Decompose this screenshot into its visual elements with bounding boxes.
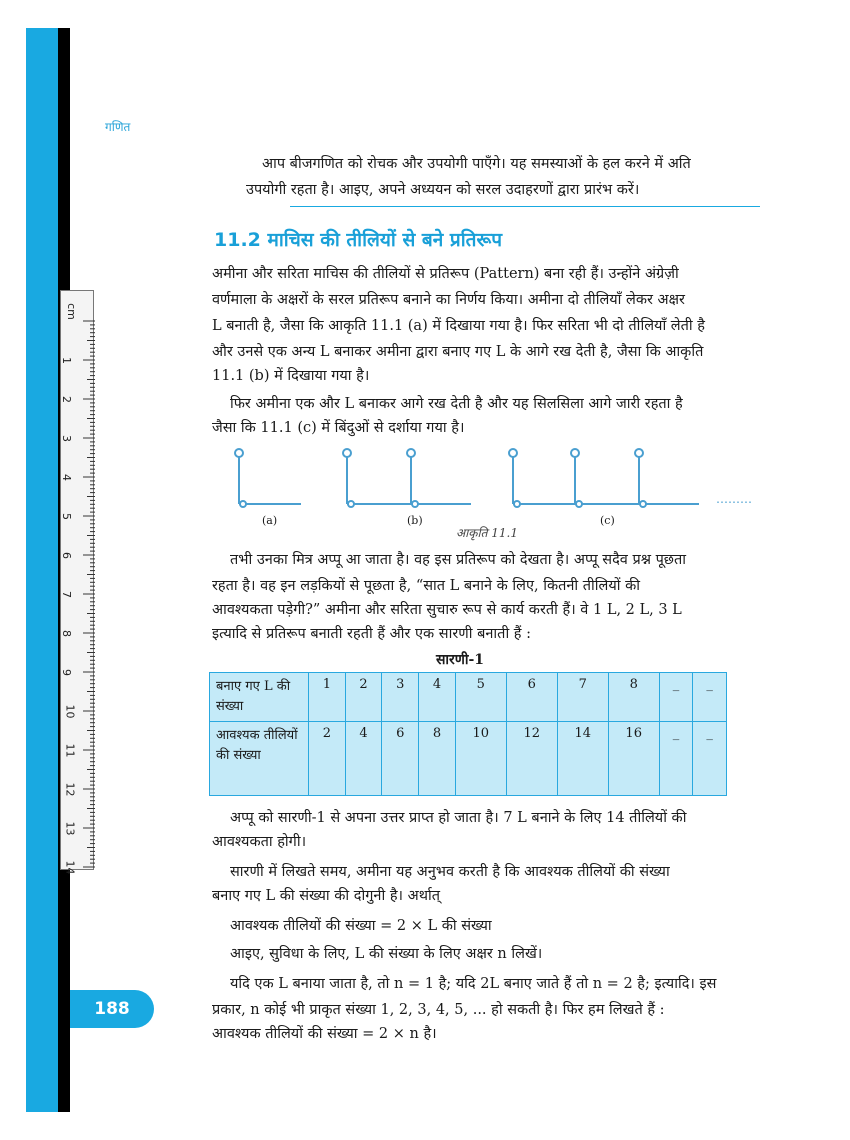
matchstick-head: [640, 501, 646, 507]
table-row: [210, 673, 727, 722]
figure-continuation-dots: ………: [716, 492, 752, 506]
ruler-number: 14: [63, 860, 77, 875]
page-number: 188: [70, 990, 154, 1028]
matchstick-head: [407, 449, 415, 457]
table-cell: 5: [455, 673, 506, 722]
figure-label-c: (c): [600, 514, 615, 527]
table-cell: 8: [419, 722, 456, 796]
para3-line1: तभी उनका मित्र अप्पू आ जाता है। वह इस प्रतिरूप को देखता है। अप्पू सदैव प्रश्न पूछता: [230, 552, 686, 568]
table-cell: 3: [382, 673, 419, 722]
table-cell: 2: [309, 722, 346, 796]
sarani-table: [209, 672, 727, 796]
ruler-number: 10: [63, 704, 77, 719]
table-cell: _: [693, 722, 727, 796]
table-row-label: बनाए गए L की संख्या: [210, 673, 309, 722]
table-cell: _: [659, 722, 693, 796]
intro-line-1: आप बीजगणित को रोचक और उपयोगी पाएँगे। यह समस्याओं के हल करने में अति: [262, 156, 691, 172]
table-cell: 7: [557, 673, 608, 722]
para2-line1: फिर अमीना एक और L बनाकर आगे रख देती है और यह सिलसिला आगे जारी रहता है: [230, 396, 683, 412]
para5-line2: बनाए गए L की संख्या की दोगुनी है। अर्थात्: [212, 888, 440, 904]
table-cell: 1: [309, 673, 346, 722]
matchstick-head: [514, 501, 520, 507]
table-cell: 4: [419, 673, 456, 722]
table-cell: 6: [506, 673, 557, 722]
matchstick-head: [635, 449, 643, 457]
para3-line3: आवश्यकता पड़ेगी?” अमीना और सरिता सुचारु रूप से कार्य करती हैं। वे 1 L, 2 L, 3 L: [212, 602, 682, 618]
matchstick-head: [348, 501, 354, 507]
para6-line: आइए, सुविधा के लिए, L की संख्या के लिए अक्षर n लिखें।: [230, 946, 543, 962]
ruler-number: 6: [60, 552, 73, 559]
figure-label-b: (b): [407, 514, 423, 527]
matchstick-head: [412, 501, 418, 507]
ruler-number: 7: [60, 591, 73, 598]
para4-line1: अप्पू को सारणी-1 से अपना उत्तर प्राप्त हो जाता है। 7 L बनाने के लिए 14 तीलियों की: [230, 810, 687, 826]
ruler-number: 12: [63, 782, 77, 797]
table-cell: 16: [608, 722, 659, 796]
para1-line1: अमीना और सरिता माचिस की तीलियों से प्रतिरूप (Pattern) बना रही हैं। उन्होंने अंग्रेज़ी: [212, 266, 679, 282]
formula-line: आवश्यक तीलियों की संख्या = 2 × L की संख्या: [230, 918, 492, 934]
para1-line2: वर्णमाला के अक्षरों के सरल प्रतिरूप बनाने का निर्णय किया। अमीना दो तीलियाँ लेकर अक्षर: [212, 292, 685, 308]
matchstick-head: [235, 449, 243, 457]
matchstick-head: [343, 449, 351, 457]
table-cell: 14: [557, 722, 608, 796]
figure-caption: आकृति 11.1: [456, 526, 518, 540]
table-cell: 2: [345, 673, 382, 722]
ruler-number: 9: [60, 669, 73, 676]
figure-label-a: (a): [262, 514, 278, 527]
ruler-unit: cm: [64, 303, 78, 320]
divider: [290, 206, 760, 207]
table-title: सारणी-1: [435, 652, 485, 668]
para1-line5: 11.1 (b) में दिखाया गया है।: [212, 368, 370, 384]
para7-line3: आवश्यक तीलियों की संख्या = 2 × n है।: [212, 1026, 437, 1042]
figure-matchstick-l: [225, 442, 775, 522]
para7-line1: यदि एक L बनाया जाता है, तो n = 1 है; यदि 2L बनाए जाते हैं तो n = 2 है; इत्यादि। इस: [230, 976, 717, 992]
table-cell: 4: [345, 722, 382, 796]
ruler-number: 13: [63, 821, 77, 836]
left-blue-margin: [26, 28, 58, 1112]
para2-line2: जैसा कि 11.1 (c) में बिंदुओं से दर्शाया गया है।: [212, 420, 465, 436]
matchstick-head: [240, 501, 246, 507]
ruler-number: 1: [60, 357, 73, 364]
table-cell: 6: [382, 722, 419, 796]
running-header: गणित: [105, 120, 131, 134]
table-cell: 8: [608, 673, 659, 722]
ruler-number: 4: [60, 474, 73, 481]
table-row-label: आवश्यक तीलियों की संख्या: [210, 722, 309, 796]
para3-line2: रहता है। वह इन लड़कियों से पूछता है, “सात L बनाने के लिए, कितनी तीलियों की: [212, 578, 641, 594]
para4-line2: आवश्यकता होगी।: [212, 834, 307, 850]
ruler-number: 11: [63, 743, 77, 758]
matchstick-head: [509, 449, 517, 457]
ruler-number: 3: [60, 435, 73, 442]
para5-line1: सारणी में लिखते समय, अमीना यह अनुभव करती है कि आवश्यक तीलियों की संख्या: [230, 864, 670, 880]
intro-line-2: उपयोगी रहता है। आइए, अपने अध्ययन को सरल उदाहरणों द्वारा प्रारंभ करें।: [246, 182, 640, 198]
table-cell: _: [659, 673, 693, 722]
table-cell: _: [693, 673, 727, 722]
para7-line2: प्रकार, n कोई भी प्राकृत संख्या 1, 2, 3, 4, 5, ... हो सकती है। फिर हम लिखते हैं :: [212, 1002, 665, 1018]
table-cell: 10: [455, 722, 506, 796]
table-cell: 12: [506, 722, 557, 796]
matchstick-head: [571, 449, 579, 457]
para1-line3: L बनाती है, जैसा कि आकृति 11.1 (a) में दिखाया गया है। फिर सरिता भी दो तीलियाँ लेती है: [212, 318, 705, 334]
ruler-number: 5: [60, 513, 73, 520]
matchstick-head: [576, 501, 582, 507]
section-title: 11.2 माचिस की तीलियों से बने प्रतिरूप: [214, 229, 503, 251]
ruler: [60, 290, 94, 875]
para1-line4: और उनसे एक अन्य L बनाकर अमीना द्वारा बनाए गए L के आगे रख देती है, जैसा कि आकृति: [212, 344, 704, 360]
ruler-number: 8: [60, 630, 73, 637]
para3-line4: इत्यादि से प्रतिरूप बनाती रहती हैं और एक सारणी बनाती हैं :: [212, 626, 532, 642]
ruler-number: 2: [60, 396, 73, 403]
table-row: [210, 722, 727, 796]
